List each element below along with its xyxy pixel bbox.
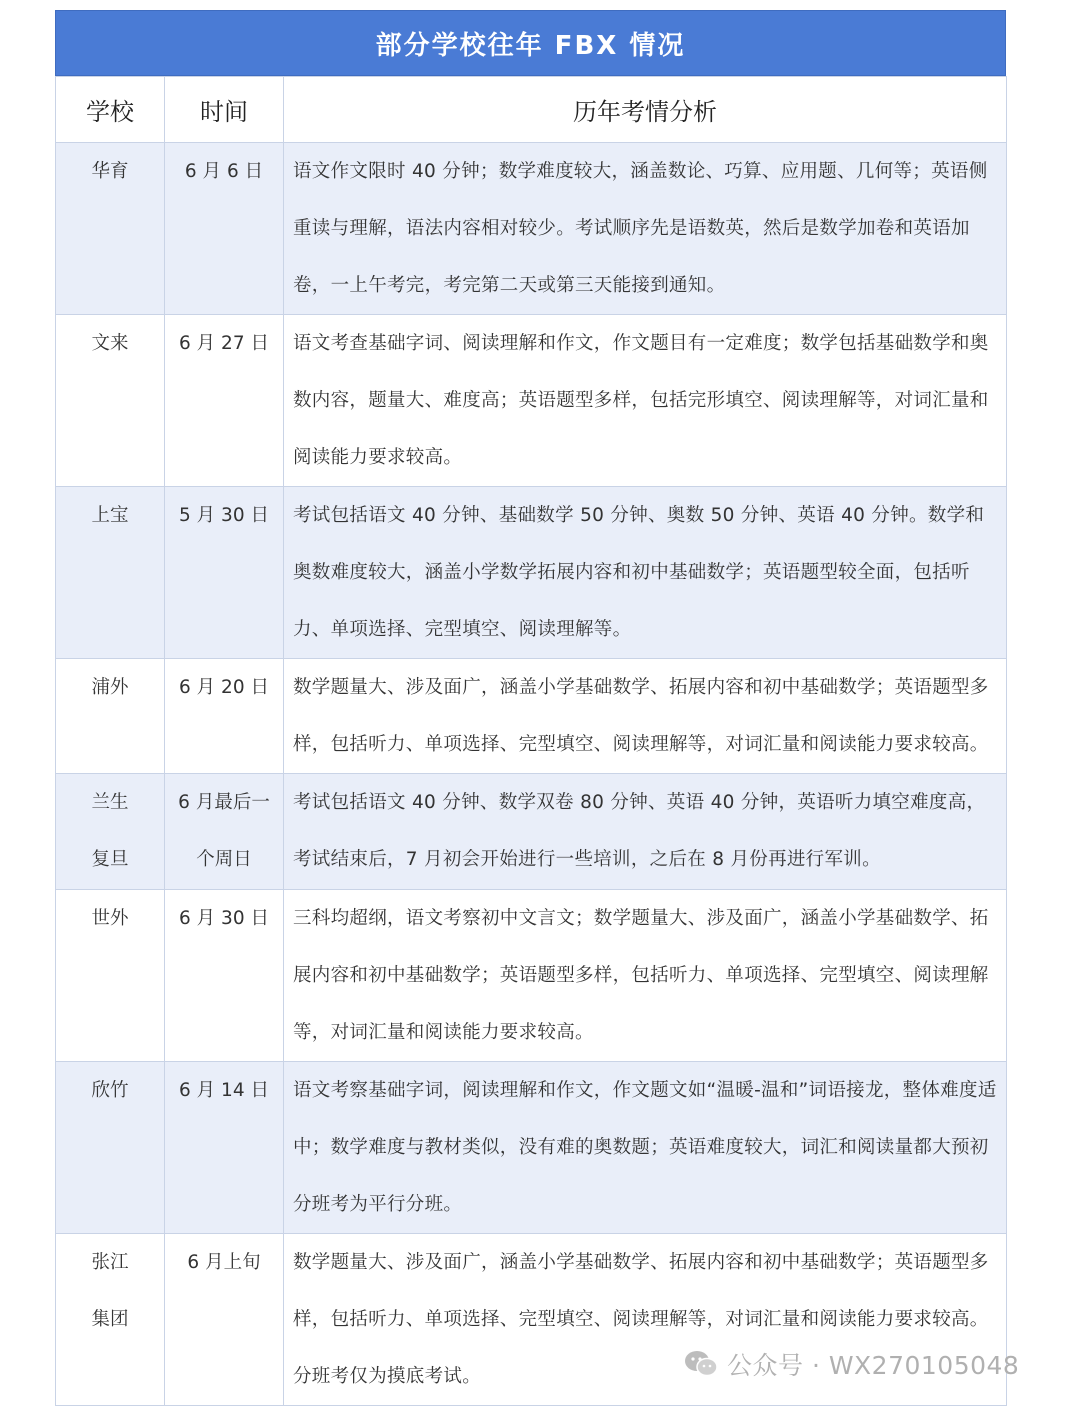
school-cell <box>56 1062 165 1234</box>
school-name: 兰生 <box>91 792 129 813</box>
school-cell <box>56 487 165 659</box>
time-cell <box>165 1062 284 1234</box>
exam-time: 6 月最后一 <box>178 792 270 813</box>
table-row <box>56 890 1007 1062</box>
table-title: 部分学校往年 FBX 情况 <box>55 10 1006 76</box>
analysis-cell: 考试包括语文 40 分钟、数学双卷 80 分钟、英语 40 分钟，英语听力填空难度高，考试结束后，7 月初会开始进行一些培训，之后在 8 月份再进行军训。 <box>284 774 1007 890</box>
school-name: 张江 <box>91 1252 129 1273</box>
table-row <box>56 487 1007 659</box>
school-name: 浦外 <box>91 677 129 698</box>
school-cell <box>56 315 165 487</box>
exam-time: 6 月 14 日 <box>179 1080 269 1101</box>
exam-time: 5 月 30 日 <box>179 505 269 526</box>
school-name: 欣竹 <box>91 1080 129 1101</box>
analysis-cell: 三科均超纲，语文考察初中文言文；数学题量大、涉及面广，涵盖小学基础数学、拓展内容和初中基础数学；英语题型多样，包括听力、单项选择、完型填空、阅读理解等，对词汇量和阅读能力要求较高。 <box>284 890 1007 1062</box>
header-analysis: 历年考情分析 <box>284 77 1007 143</box>
school-cell <box>56 143 165 315</box>
table-row <box>56 143 1007 315</box>
analysis-cell: 数学题量大、涉及面广，涵盖小学基础数学、拓展内容和初中基础数学；英语题型多样，包括听力、单项选择、完型填空、阅读理解等，对词汇量和阅读能力要求较高。分班考仅为摸底考试。 <box>284 1234 1007 1406</box>
school-name: 复旦 <box>91 849 129 870</box>
wechat-icon <box>683 1349 719 1379</box>
time-cell <box>165 890 284 1062</box>
table-row <box>56 774 1007 890</box>
exam-time: 6 月 6 日 <box>184 161 264 182</box>
time-cell <box>165 659 284 774</box>
analysis-cell: 语文考察基础字词，阅读理解和作文，作文题文如“温暖-温和”词语接龙，整体难度适中；数学难度与教材类似，没有难的奥数题；英语难度较大，词汇和阅读量都大预初分班考为平行分班。 <box>284 1062 1007 1234</box>
fbx-table <box>55 76 1007 1406</box>
school-name: 文来 <box>91 333 129 354</box>
table-row <box>56 659 1007 774</box>
analysis-cell: 数学题量大、涉及面广，涵盖小学基础数学、拓展内容和初中基础数学；英语题型多样，包括听力、单项选择、完型填空、阅读理解等，对词汇量和阅读能力要求较高。 <box>284 659 1007 774</box>
school-cell <box>56 659 165 774</box>
table-row <box>56 1062 1007 1234</box>
time-cell <box>165 143 284 315</box>
time-cell <box>165 487 284 659</box>
school-name: 世外 <box>91 908 129 929</box>
header-time: 时间 <box>165 77 284 143</box>
fbx-table-sheet <box>55 10 1006 1406</box>
school-cell <box>56 890 165 1062</box>
school-cell <box>56 1234 165 1406</box>
exam-time: 6 月 27 日 <box>179 333 269 354</box>
watermark <box>683 1345 1019 1383</box>
header-school: 学校 <box>56 77 165 143</box>
header-row <box>56 77 1007 143</box>
time-cell <box>165 1234 284 1406</box>
exam-time: 6 月 20 日 <box>179 677 269 698</box>
school-name: 集团 <box>91 1309 129 1330</box>
analysis-cell: 考试包括语文 40 分钟、基础数学 50 分钟、奥数 50 分钟、英语 40 分钟。数学和奥数难度较大，涵盖小学数学拓展内容和初中基础数学；英语题型较全面，包括听力、单项选择、完型填空、阅读理解等。 <box>284 487 1007 659</box>
exam-time: 个周日 <box>196 849 252 870</box>
school-name: 上宝 <box>91 505 129 526</box>
time-cell <box>165 315 284 487</box>
table-row <box>56 315 1007 487</box>
analysis-cell: 语文作文限时 40 分钟；数学难度较大，涵盖数论、巧算、应用题、几何等；英语侧重读与理解，语法内容相对较少。考试顺序先是语数英，然后是数学加卷和英语加卷，一上午考完，考完第二天或第三天能接到通知。 <box>284 143 1007 315</box>
school-name: 华育 <box>91 161 129 182</box>
exam-time: 6 月上旬 <box>187 1252 261 1273</box>
watermark-text: 公众号 · WX270105048 <box>727 1351 1020 1380</box>
time-cell <box>165 774 284 890</box>
exam-time: 6 月 30 日 <box>179 908 269 929</box>
analysis-cell: 语文考查基础字词、阅读理解和作文，作文题目有一定难度；数学包括基础数学和奥数内容，题量大、难度高；英语题型多样，包括完形填空、阅读理解等，对词汇量和阅读能力要求较高。 <box>284 315 1007 487</box>
school-cell <box>56 774 165 890</box>
